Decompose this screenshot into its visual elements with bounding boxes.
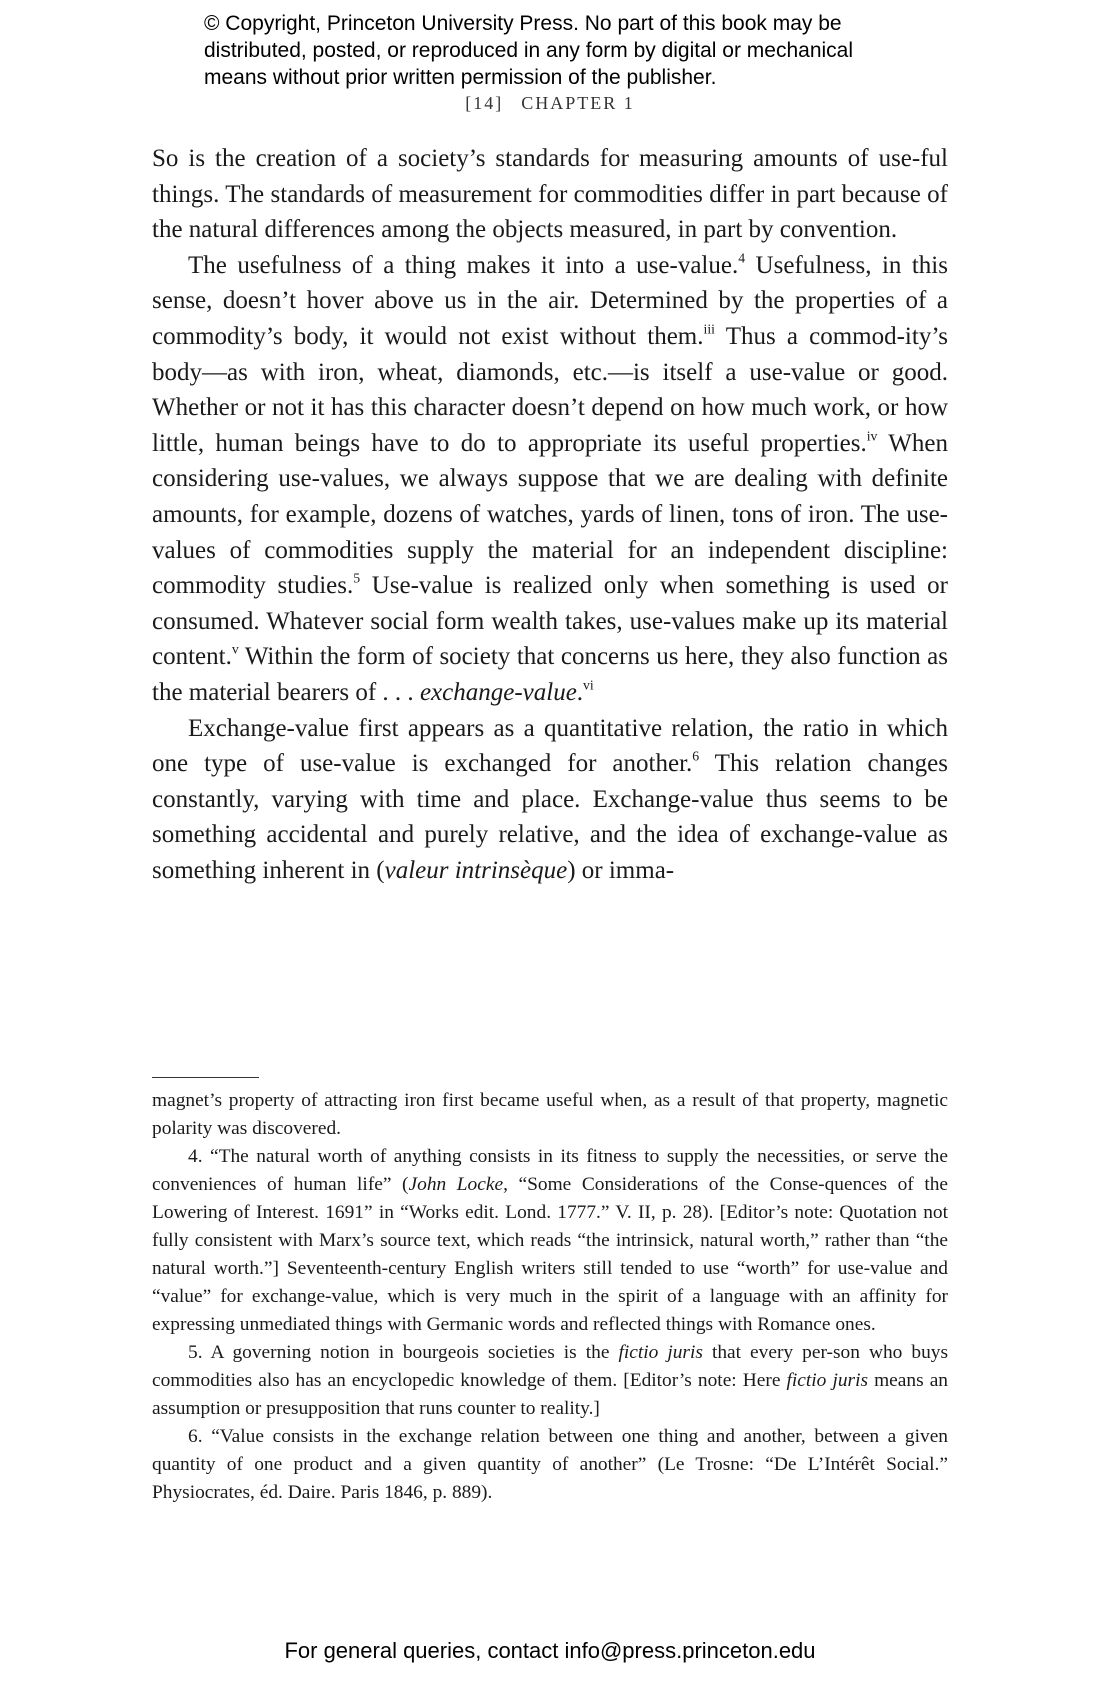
text-segment: Within the form of society that concerns us here, they also function as the material bearers of . . . xyxy=(152,643,948,706)
footnotes xyxy=(152,1087,948,1507)
italic-term: fictio juris xyxy=(786,1370,869,1391)
copyright-line-3: means without prior written permission of the publisher. xyxy=(204,66,717,89)
text-segment: Exchange-value first appears as a quantitative relation, the ratio in which one type of use-value is exchanged for another. xyxy=(152,714,948,778)
italic-term: fictio juris xyxy=(618,1342,703,1363)
footnote-ref-6: 6 xyxy=(692,748,700,764)
text-segment: 5. A governing notion in bourgeois societies is the xyxy=(188,1342,619,1363)
copyright-line-1: © Copyright, Princeton University Press. No part of this book may be xyxy=(204,12,842,35)
text-segment: . xyxy=(576,678,584,706)
footnote-6: 6. “Value consists in the exchange relation between one thing and another, between a given quantity of one product and a given quantity of another” (Le Trosne: “De L’Intérêt Social.” Physiocrates, éd. Daire. Paris 1846, p. 889). xyxy=(152,1426,948,1503)
text-segment: Usefulness, in this sense, doesn’t hover above us in the air. Determined by the properties of a commodity’s body, it would not exist without them. xyxy=(152,251,948,350)
copyright-notice xyxy=(204,10,924,91)
paragraph-3 xyxy=(152,711,948,889)
footnote-5 xyxy=(152,1339,948,1423)
footnote-divider xyxy=(152,1077,259,1078)
running-head xyxy=(0,93,1100,114)
chapter-label: CHAPTER 1 xyxy=(521,93,635,113)
endnote-ref-iii: iii xyxy=(703,321,715,337)
text-segment: The usefulness of a thing makes it into a use-value. xyxy=(188,251,739,279)
paragraph-1: So is the creation of a society’s standards for measuring amounts of use-ful things. The standards of measurement for commodities differ in part because of the natural differences among the objects measured, in part by convention. xyxy=(152,145,948,244)
italic-term: valeur intrinsèque xyxy=(384,856,568,884)
text-segment: , “Some Considerations of the Conse-quences of the Lowering of Interest. 1691” in “Works edit. Lond. 1777.” V. II, p. 28). [Editor’s note: Quotation not fully consistent with Marx’s source text, which reads “the intrinsick, natural worth,” rather than “the natural worth.”] Seventeenth-century English writers still tended to use “worth” for use-value and “value” for exchange-value, which is very much in the spirit of a language with an affinity for expressing unmediated things with Germanic words and reflected things with Romance ones. xyxy=(152,1174,949,1335)
main-text xyxy=(152,141,948,888)
footnote-ref-5: 5 xyxy=(353,570,361,586)
italic-term: John Locke xyxy=(408,1174,504,1195)
footnote-4 xyxy=(152,1143,948,1339)
text-segment: Use-value is realized only when something is used or consumed. Whatever social form wealth takes, use-values make up its material content. xyxy=(152,572,949,671)
text-segment: When considering use-values, we always suppose that we are dealing with definite amounts, for example, dozens of watches, yards of linen, tons of iron. The use-values of commodities supply the material for an independent discipline: commodity studies. xyxy=(152,429,948,600)
endnote-ref-vi: vi xyxy=(583,677,594,693)
paragraph-2 xyxy=(152,248,948,711)
page-number: [14] xyxy=(465,93,504,113)
text-segment: means an assumption or presupposition that runs counter to reality.] xyxy=(152,1370,948,1419)
endnote-ref-v: v xyxy=(231,642,239,657)
text-segment: This relation changes constantly, varying with time and place. Exchange-value thus seems to be something accidental and purely relative, and the idea of exchange-value as something inherent in ( xyxy=(152,750,948,884)
footnote-continuation: magnet’s property of attracting iron first became useful when, as a result of that property, magnetic polarity was discovered. xyxy=(152,1090,948,1139)
text-segment: ) or imma- xyxy=(567,856,675,884)
contact-footer: For general queries, contact info@press.princeton.edu xyxy=(284,1638,816,1663)
copyright-line-2: distributed, posted, or reproduced in any form by digital or mechanical xyxy=(204,39,854,62)
endnote-ref-iv: iv xyxy=(866,428,878,444)
text-segment: Thus a commod-ity’s body—as with iron, wheat, diamonds, etc.—is itself a use-value or good. Whether or not it has this character doesn’t depend on how much work, or how little, human beings have to do to appropriate its useful properties. xyxy=(152,322,948,457)
text-segment: that every per-son who buys commodities also has an encyclopedic knowledge of them. [Editor’s note: Here xyxy=(152,1342,949,1391)
footnote-ref-4: 4 xyxy=(738,250,746,266)
text-segment: 4. “The natural worth of anything consists in its fitness to supply the necessities, or serve the conveniences of human life” ( xyxy=(152,1146,948,1195)
italic-term: exchange-value xyxy=(419,678,577,706)
